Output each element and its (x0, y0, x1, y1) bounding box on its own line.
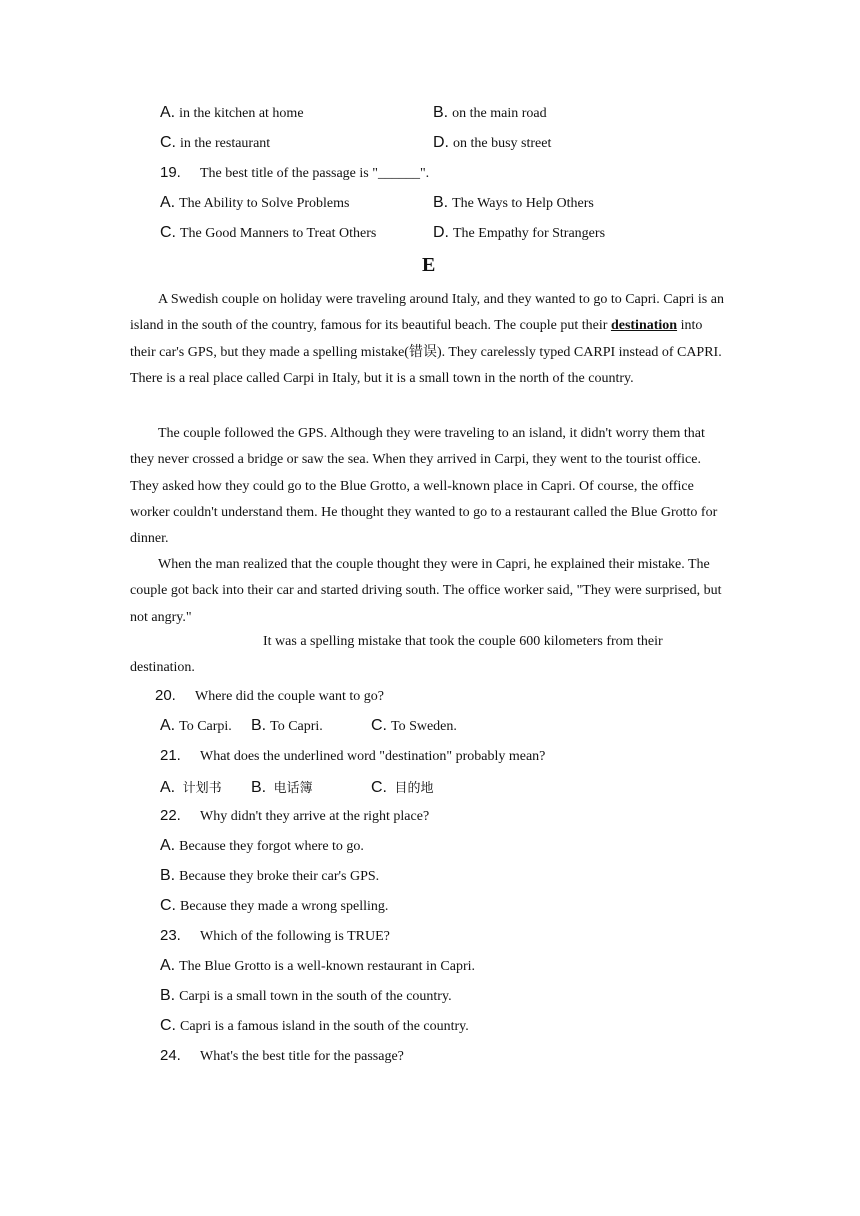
option-letter: B. (160, 987, 176, 1004)
underlined-word: destination (610, 318, 678, 334)
option-letter: B. (433, 104, 449, 121)
option-text: Carpi is a small town in the south of the country. (179, 989, 452, 1004)
option-text: The Ways to Help Others (452, 196, 594, 211)
option-letter: A. (160, 779, 176, 796)
q18-option-d (433, 134, 551, 152)
option-text: Because they broke their car's GPS. (179, 869, 380, 884)
question-text: Which of the following is TRUE? (200, 929, 390, 944)
passage-paragraph-2 (130, 421, 730, 552)
option-letter: A. (160, 104, 176, 121)
passage-paragraph-4-line2: destination. (130, 660, 195, 675)
question-number: 20. (155, 687, 176, 704)
paragraph-text: A Swedish couple on holiday were traveling around Italy, and they wanted to go to Capri. Capri is an island in the south of the country, famous for its beautiful beach. The couple put their (130, 292, 724, 334)
q23-option-b (160, 987, 452, 1005)
option-text: To Carpi. (179, 719, 232, 734)
question-text: What's the best title for the passage? (200, 1049, 404, 1064)
option-letter: A. (160, 194, 176, 211)
section-heading: E (422, 254, 436, 276)
option-letter: C. (160, 224, 176, 241)
q18-option-c (160, 134, 270, 152)
q23-option-a (160, 957, 475, 975)
option-letter: C. (371, 779, 387, 796)
question-23 (160, 927, 390, 945)
question-24 (160, 1047, 404, 1065)
question-21 (160, 747, 545, 765)
option-letter: B. (433, 194, 449, 211)
question-number: 23. (160, 927, 181, 944)
question-number: 22. (160, 807, 181, 824)
q20-option-a (160, 717, 232, 735)
q22-option-b (160, 867, 379, 885)
q20-option-b (251, 717, 323, 735)
option-text: on the busy street (453, 136, 552, 151)
q19-option-c (160, 224, 376, 242)
option-text: Because they made a wrong spelling. (180, 899, 389, 914)
option-text: Capri is a famous island in the south of the country. (180, 1019, 469, 1034)
option-text: The Ability to Solve Problems (179, 196, 350, 211)
option-letter: B. (251, 779, 267, 796)
option-text: To Capri. (270, 719, 323, 734)
q22-option-a (160, 837, 364, 855)
option-letter: A. (160, 717, 176, 734)
passage-paragraph-3 (130, 552, 730, 631)
option-text: in the restaurant (180, 136, 271, 151)
q21-option-a (160, 777, 222, 797)
q18-option-a (160, 104, 304, 122)
question-text: What does the underlined word "destination" probably mean? (200, 749, 546, 764)
passage-paragraph-4-line1: It was a spelling mistake that took the couple 600 kilometers from their (263, 634, 663, 649)
option-text: 计划书 (182, 781, 222, 796)
q20-option-c (371, 717, 457, 735)
question-text: The best title of the passage is "______". (200, 166, 430, 181)
option-text: The Empathy for Strangers (453, 226, 606, 241)
option-letter: C. (160, 1017, 176, 1034)
option-text: on the main road (452, 106, 547, 121)
option-letter: D. (433, 134, 449, 151)
paragraph-text: When the man realized that the couple thought they were in Capri, he explained their mistake. The couple got back into their car and started driving south. The office worker said, "They were surprised, but not angry." (130, 557, 722, 625)
option-letter: D. (433, 224, 449, 241)
option-text: Because they forgot where to go. (179, 839, 364, 854)
q23-option-c (160, 1017, 469, 1035)
option-letter: B. (251, 717, 267, 734)
option-text: 电话簿 (273, 781, 313, 796)
option-text: The Blue Grotto is a well-known restaurant in Capri. (179, 959, 475, 974)
q22-option-c (160, 897, 388, 915)
option-letter: A. (160, 837, 176, 854)
option-text: 目的地 (394, 781, 434, 796)
q19-option-d (433, 224, 605, 242)
q18-option-b (433, 104, 547, 122)
question-19 (160, 164, 429, 182)
question-20 (155, 687, 384, 705)
paragraph-text: The couple followed the GPS. Although they were traveling to an island, it didn't worry them that they never crossed a bridge or saw the sea. When they arrived in Carpi, they went to the tourist office. They asked how they could go to the Blue Grotto, a well-known place in Capri. Of course, the office worker couldn't understand them. He thought they wanted to go to a restaurant called the Blue Grotto for dinner. (130, 426, 718, 547)
option-letter: B. (160, 867, 176, 884)
question-text: Why didn't they arrive at the right place? (200, 809, 430, 824)
q21-option-c (371, 777, 434, 797)
option-letter: A. (160, 957, 176, 974)
option-text: in the kitchen at home (179, 106, 304, 121)
option-text: To Sweden. (391, 719, 457, 734)
option-text: The Good Manners to Treat Others (180, 226, 377, 241)
option-letter: C. (160, 134, 176, 151)
paragraph-text: into their car's GPS, but they made a spelling mistake(错误). They carelessly typed CARPI instead of CAPRI. There is a real place called Carpi in Italy, but it is a small town in the north of the country. (130, 318, 722, 386)
q21-option-b (251, 777, 313, 797)
question-number: 24. (160, 1047, 181, 1064)
option-letter: C. (160, 897, 176, 914)
option-letter: C. (371, 717, 387, 734)
question-text: Where did the couple want to go? (195, 689, 384, 704)
passage-paragraph-1 (130, 287, 730, 392)
question-number: 19. (160, 164, 181, 181)
q19-option-b (433, 194, 594, 212)
question-number: 21. (160, 747, 181, 764)
question-22 (160, 807, 429, 825)
q19-option-a (160, 194, 349, 212)
